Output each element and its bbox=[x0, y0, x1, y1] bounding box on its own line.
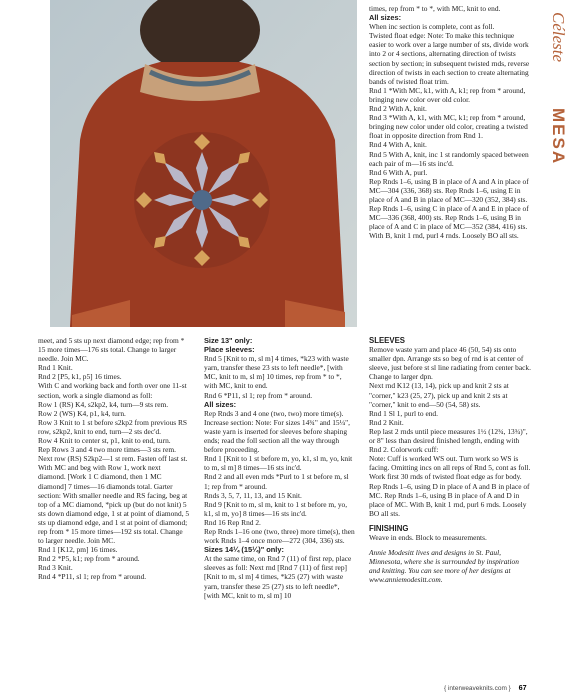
paragraph: Rnd 5 [Knit to m, sl m] 4 times, *k23 with waste yarn, transfer these 23 sts to left needle*, [with MC, knit to m, sl m] 10 times, rep from * to *, with MC, knit to end. bbox=[204, 354, 349, 391]
paragraph: When inc section is complete, cont as foll. bbox=[369, 22, 495, 32]
column-top-right bbox=[369, 4, 531, 240]
paragraph: Rnd 2 *P5, k1; rep from * around. bbox=[38, 554, 140, 564]
paragraph: Remove waste yarn and place 46 (50, 54) sts onto smaller dpn. Arrange sts so beg of rnd is at center of sleeve, just before st sl line radiating from center back. Change to larger dpn. bbox=[369, 345, 531, 382]
paragraph: Rep Rows 3 and 4 two more times—3 sts rem. Next row (RS) S2kp2—1 st rem. Fasten off last st. With MC and beg with Row 1, work next diamond. [Work 1 C diamond, then 1 MC diamond] 7 times—16 diamonds total. Garter section: With smaller needle and RS facing, beg at top of a MC diamond, *pick up (but do not knit) 5 sts down diamond edge, 1 st at point of diamond, 5 sts up diamond edge, and 1 st at point of diamond; rep from * 15 more times—192 sts total. Change to larger needle. Join MC. bbox=[38, 445, 190, 546]
section-heading-sleeves: SLEEVES bbox=[369, 336, 405, 345]
paragraph: With C and working back and forth over one 11-st section, work a single diamond as foll: bbox=[38, 381, 187, 400]
paragraph: Rnd 1 [Knit to 1 st before m, yo, k1, sl m, yo, knit to m, sl m] 8 times—16 sts inc'd. bbox=[204, 454, 353, 473]
paragraph: Next rnd K12 (13, 14), pick up and knit 2 sts at "corner," k23 (25, 27), pick up and knit 2 sts at "corner," knit to end—50 (54, 58) sts. bbox=[369, 381, 509, 409]
paragraph: Rnd 1 Knit. bbox=[38, 363, 73, 373]
paragraph: Row 4 Knit to center st, p1, knit to end, turn. bbox=[38, 436, 171, 446]
paragraph: Rnd 3 *With A, k1, with MC, k1; rep from * around, bringing new color under old color, creating a twisted float in opposite direction from Rnd 1. bbox=[369, 113, 528, 141]
paragraph: Rnd 4 *P11, sl 1; rep from * around. bbox=[38, 572, 147, 582]
paragraph: Rep last 2 rnds until piece measures 1½ (12¾, 13¾)", or 8" less than desired finished length, ending with Rnd 2. Colorwork cuff: bbox=[369, 426, 528, 455]
heading: Place sleeves: bbox=[204, 345, 255, 355]
paragraph: Rnd 1 Sl 1, purl to end. bbox=[369, 408, 438, 418]
footer-url: { interweaveknits.com } bbox=[444, 685, 511, 692]
article-title bbox=[535, 8, 568, 198]
paragraph: Rnd 2 With A, knit. bbox=[369, 104, 427, 114]
title-block: MESA bbox=[549, 108, 568, 166]
title-script: Céleste bbox=[549, 12, 568, 63]
paragraph: Rnd 1 [K12, pm] 16 times. bbox=[38, 545, 118, 555]
paragraph: Rnd 2 Knit. bbox=[369, 417, 404, 427]
paragraph: times, rep from * to *, with MC, knit to end. bbox=[369, 4, 501, 13]
paragraph: Row 2 (WS) K4, p1, k4, turn. bbox=[38, 408, 126, 418]
column-3 bbox=[369, 336, 531, 584]
paragraph: Rnd 1 *With MC, k1, with A, k1; rep from * around, bringing new color over old color. bbox=[369, 85, 526, 104]
paragraph: Rnd 4 With A, knit. bbox=[369, 140, 427, 150]
paragraph: Rnd 16 Rep Rnd 2. bbox=[204, 517, 261, 527]
paragraph: Row 1 (RS) K4, s2kp2, k4, turn—9 sts rem. bbox=[38, 399, 169, 409]
column-2 bbox=[204, 336, 356, 600]
page-number: 67 bbox=[518, 683, 527, 692]
column-1 bbox=[38, 336, 190, 582]
heading: Sizes 14¼ (15¼)" only: bbox=[204, 545, 284, 555]
paragraph: Twisted float edge: Note: To make this technique easier to work over a large number of sts, divide work into 2 or 4 sections, alternating direction of twists section by section; in subsequent twisted rnds, reverse direction of twists in each section to create alternating bands of twisted float trim. bbox=[369, 31, 530, 86]
designer-bio: Annie Modesitt lives and designs in St. Paul, Minnesota, where she is surrounded by inspiration and knitting. You can see more of her designs at www.anniemodesitt.com. bbox=[369, 548, 519, 585]
section-heading-finishing: FINISHING bbox=[369, 523, 409, 533]
paragraph: Weave in ends. Block to measurements. bbox=[369, 532, 487, 542]
paragraph: Rnd 9 [Knit to m, sl m, knit to 1 st before m, yo, k1, sl m, yo] 8 times—16 sts inc'd. bbox=[204, 499, 348, 518]
heading: Size 13" only: bbox=[204, 336, 253, 345]
paragraph: Rep Rnds 1–6, using B in place of A and A in place of MC—304 (336, 368) sts. Rep Rnds 1–6, using E in place of A and B in place of MC—320 (352, 384) sts. Rep Rnds 1–6, using C in place of A and E in place of MC—336 (368, 400) sts. Rep Rnds 1–6, using B in place of A and C in place of MC—352 (384, 416) sts. With B, knit 1 rnd, purl 4 rnds. Loosely BO all sts. bbox=[369, 176, 529, 241]
page-footer bbox=[444, 683, 527, 692]
paragraph: Row 3 Knit to 1 st before s2kp2 from previous RS row, s2kp2, knit to end, turn—2 sts dec'd. bbox=[38, 417, 188, 436]
paragraph: Note: Cuff is worked WS out. Turn work so WS is facing. Omitting incs on all reps of Rnd 5, cont as foll. Work first 30 rnds of twisted float edge as for body. Rep Rnds 1–6, using D in place of A and B in place of MC. Rep Rnds 1–6, using B in place of A and D in place of MC. With B, knit 1 rnd, purl 6 rnds. Loosely BO all sts. bbox=[369, 454, 531, 518]
paragraph: meet, and 5 sts up next diamond edge; rep from * 15 more times—176 sts total. Change to larger needle. Join MC. bbox=[38, 336, 185, 364]
paragraph: Rnd 2 [P5, k1, p5] 16 times. bbox=[38, 372, 122, 382]
heading: All sizes: bbox=[369, 13, 402, 23]
paragraph: Rnd 3 Knit. bbox=[38, 563, 73, 573]
paragraph: Rnd 5 With A, knit, inc 1 st randomly spaced between each pair of m—16 sts inc'd. bbox=[369, 149, 529, 168]
heading: All sizes: bbox=[204, 399, 237, 409]
paragraph: At the same time, on Rnd 7 (11) of first rep, place sleeves as foll: Next rnd [Rnd 7 (11) of first rep] [Knit to m, sl m] 4 times, *k25 (27) with waste yarn, transfer these 25 (27) sts to left needle*, [with MC, knit to m, sl m] 10 bbox=[204, 554, 352, 600]
paragraph: Rnd 6 *P11, sl 1; rep from * around. bbox=[204, 390, 313, 400]
paragraph: Rep Rnds 3 and 4 one (two, two) more time(s). Increase section: Note: For sizes 14¾" and 15¼", waste yarn is inserted for sleeves before shaping ends; read the foll section all the way through before proceeding. bbox=[204, 408, 351, 455]
paragraph: Rnd 6 With A, purl. bbox=[369, 167, 428, 177]
paragraph: Rnd 2 and all even rnds *Purl to 1 st before m, sl 1; rep from * around. bbox=[204, 472, 349, 491]
paragraph: Rnds 3, 5, 7, 11, 13, and 15 Knit. bbox=[204, 490, 302, 500]
cardigan-photo bbox=[50, 0, 357, 327]
paragraph: Rep Rnds 1–16 one (two, three) more time(s), then work Rnds 1–4 once more—272 (304, 336) sts. bbox=[204, 526, 355, 546]
